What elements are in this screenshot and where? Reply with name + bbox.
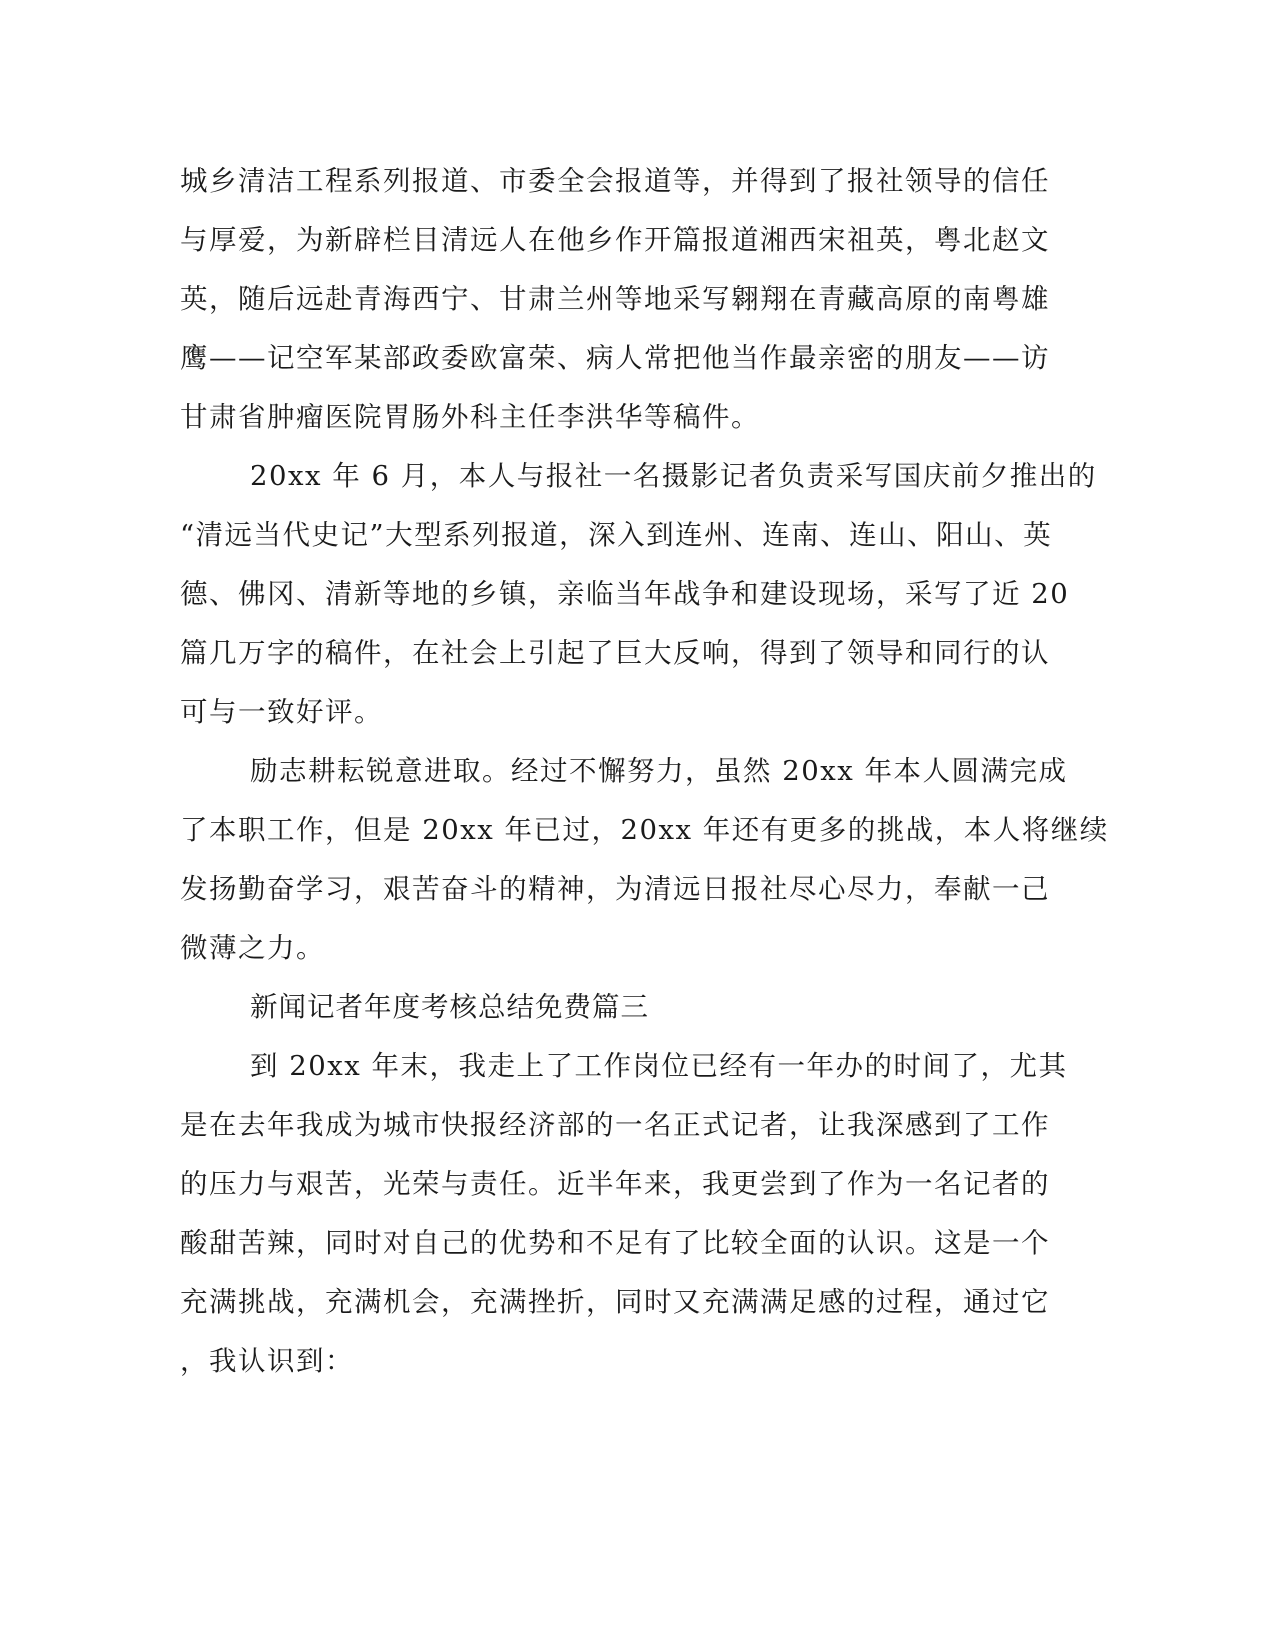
text-line: “清远当代史记”大型系列报道，深入到连州、连南、连山、阳山、英 [180,519,1053,551]
paragraph-first-line: 励志耕耘锐意进取。经过不懈努力，虽然 20xx 年本人圆满完成 [250,755,1068,787]
section-heading: 新闻记者年度考核总结免费篇三 [250,991,649,1023]
text-line: 酸甜苦辣，同时对自己的优势和不足有了比较全面的认识。这是一个 [180,1227,1050,1259]
text-line: 可与一致好评。 [180,696,383,728]
text-line: 英，随后远赴青海西宁、甘肃兰州等地采写翱翔在青藏高原的南粤雄 [180,283,1050,315]
text-line: ，我认识到： [180,1345,354,1377]
text-line: 微薄之力。 [180,932,325,964]
text-line: 城乡清洁工程系列报道、市委全会报道等，并得到了报社领导的信任 [180,165,1050,197]
text-line: 的压力与艰苦，光荣与责任。近半年来，我更尝到了作为一名记者的 [180,1168,1050,1200]
paragraph-first-line: 到 20xx 年末，我走上了工作岗位已经有一年办的时间了，尤其 [250,1050,1068,1082]
text-line: 发扬勤奋学习，艰苦奋斗的精神，为清远日报社尽心尽力，奉献一己 [180,873,1050,905]
text-line: 与厚爱，为新辟栏目清远人在他乡作开篇报道湘西宋祖英，粤北赵文 [180,224,1050,256]
text-line: 鹰——记空军某部政委欧富荣、病人常把他当作最亲密的朋友——访 [180,342,1050,374]
text-line: 德、佛冈、清新等地的乡镇，亲临当年战争和建设现场，采写了近 20 [180,578,1070,610]
text-line: 是在去年我成为城市快报经济部的一名正式记者，让我深感到了工作 [180,1109,1050,1141]
paragraph-first-line: 20xx 年 6 月，本人与报社一名摄影记者负责采写国庆前夕推出的 [250,460,1097,492]
text-line: 了本职工作，但是 20xx 年已过，20xx 年还有更多的挑战，本人将继续 [180,814,1109,846]
text-line: 甘肃省肿瘤医院胃肠外科主任李洪华等稿件。 [180,401,760,433]
text-line: 篇几万字的稿件，在社会上引起了巨大反响，得到了领导和同行的认 [180,637,1050,669]
text-line: 充满挑战，充满机会，充满挫折，同时又充满满足感的过程，通过它 [180,1286,1050,1318]
